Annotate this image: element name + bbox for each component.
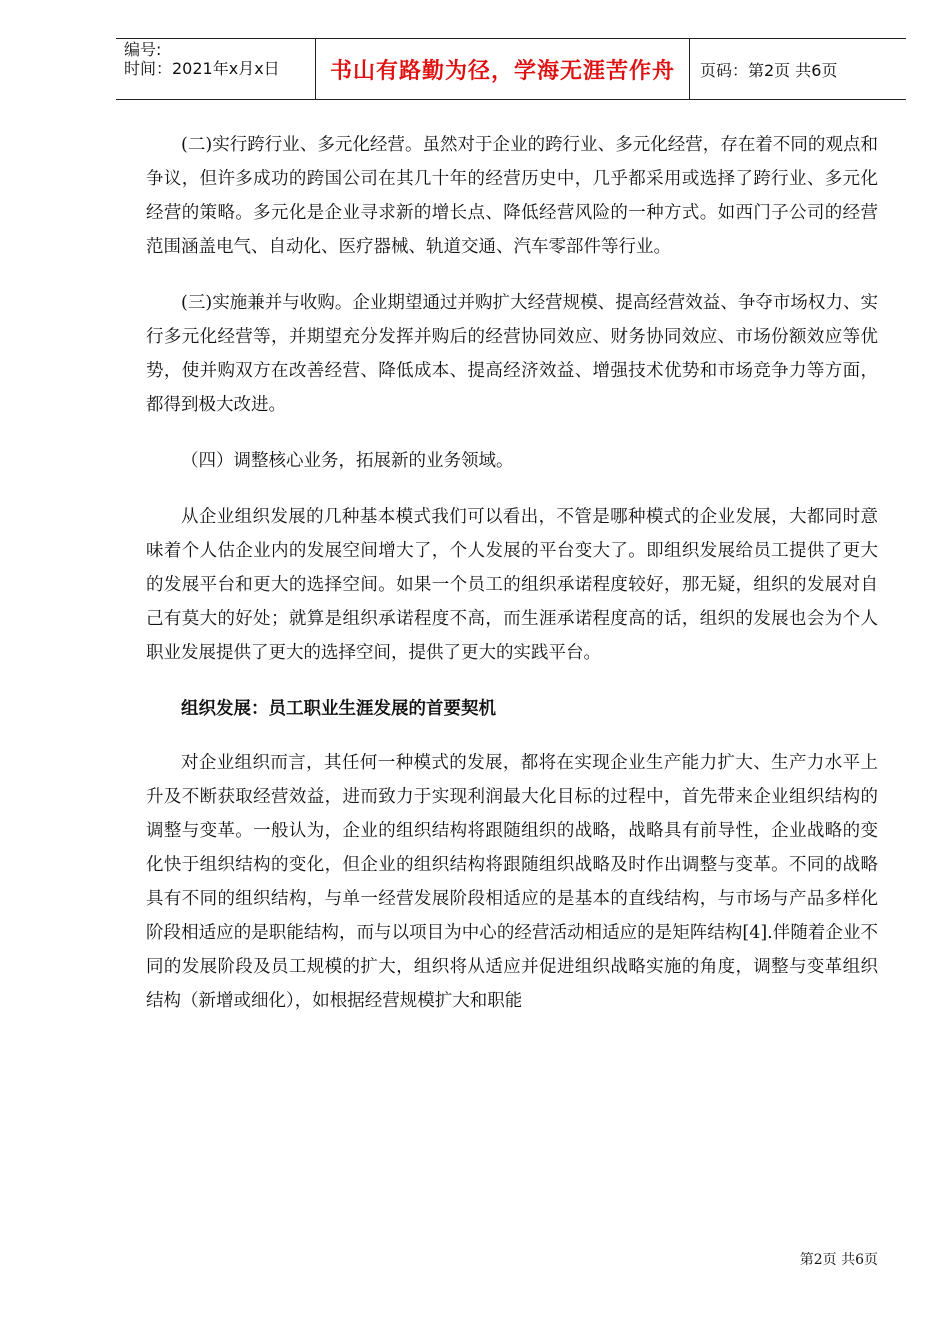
paragraph: 从企业组织发展的几种基本模式我们可以看出，不管是哪种模式的企业发展，大都同时意味着个人估企业内的发展空间增大了，个人发展的平台变大了。即组织发展给员工提供了更大的发展平台和更大的选择空间。如果一个员工的组织承诺程度较好，那无疑，组织的发展对自己有莫大的好处；就算是组织承诺程度不高，而生涯承诺程度高的话，组织的发展也会为个人职业发展提供了更大的选择空间，提供了更大的实践平台。 [146, 507, 878, 663]
header-meta-cell [116, 39, 316, 99]
header-motto: 书山有路勤为径，学海无涯苦作舟 [316, 39, 690, 99]
paragraph: (二)实行跨行业、多元化经营。虽然对于企业的跨行业、多元化经营，存在着不同的观点和争议，但许多成功的跨国公司在其几十年的经营历史中，几乎都采用或选择了跨行业、多元化经营的策略。多元化是企业寻求新的增长点、降低经营风险的一种方式。如西门子公司的经营范围涵盖电气、自动化、医疗器械、轨道交通、汽车零部件等行业。 [146, 135, 878, 257]
section-heading: 组织发展：员工职业生涯发展的首要契机 [181, 699, 496, 719]
serial-number-label: 编号: [124, 40, 162, 59]
paragraph: 对企业组织而言，其任何一种模式的发展，都将在实现企业生产能力扩大、生产力水平上升及不断获取经营效益，进而致力于实现利润最大化目标的过程中，首先带来企业组织结构的调整与变革。一般认为，企业的组织结构将跟随组织的战略，战略具有前导性，企业战略的变化快于组织结构的变化，但企业的组织结构将跟随组织战略及时作出调整与变革。不同的战略具有不同的组织结构，与单一经营发展阶段相适应的是基本的直线结构，与市场与产品多样化阶段相适应的是职能结构，而与以项目为中心的经营活动相适应的是矩阵结构[4].伴随着企业不同的发展阶段及员工规模的扩大，组织将从适应并促进组织战略实施的角度，调整与变革组织结构（新增或细化），如根据经营规模扩大和职能 [146, 753, 878, 1011]
paragraph: (三)实施兼并与收购。企业期望通过并购扩大经营规模、提高经营效益、争夺市场权力、实行多元化经营等，并期望充分发挥并购后的经营协同效应、财务协同效应、市场份额效应等优势，使并购双方在改善经营、降低成本、提高经济效益、增强技术优势和市场竞争力等方面，都得到极大改进。 [146, 293, 878, 415]
header-page-info: 页码：第2页 共6页 [700, 60, 838, 80]
date-line: 时间：2021年x月x日 [124, 59, 280, 78]
page-header [116, 38, 906, 100]
page-footer: 第2页 共6页 [799, 1252, 878, 1268]
paragraph: （四）调整核心业务，拓展新的业务领域。 [181, 451, 514, 471]
document-body [146, 128, 878, 1040]
